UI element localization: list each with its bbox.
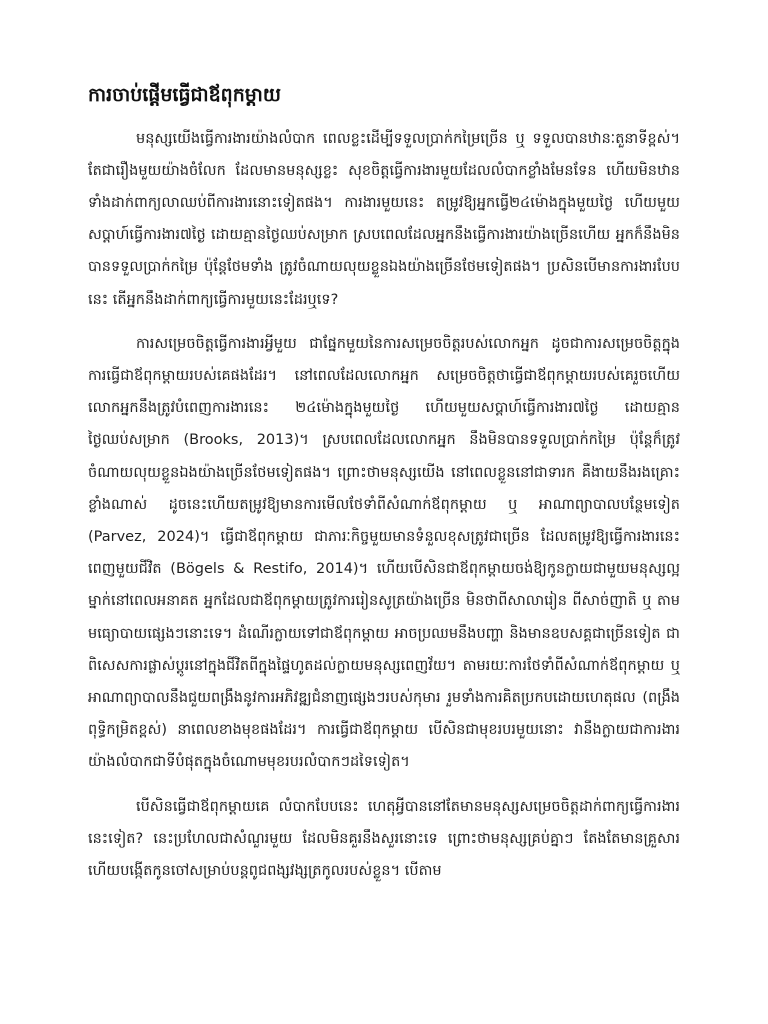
paragraph-2: ការសម្រេចចិត្តធ្វើការងារអ្វីមួយ ជាផ្នែកមួយនៃការសម្រេចចិត្តរបស់លោកអ្នក ដូចជាការសម្រេចចិត្តក្នុងការធ្វើជាឪពុកម្ដាយរបស់គេផងដែរ។ នៅពេលដែលលោកអ្នក សម្រេចចិត្តថាធ្វើជាឪពុកម្ដាយរបស់គេរួចហើយ លោកអ្នកនឹងត្រូវបំពេញការងារនេះ ២៤ម៉ោងក្នុងមួយថ្ងៃ ហើយមួយសប្ដាហ៍ធ្វើការងារ៧ថ្ងៃ ដោយគ្មានថ្ងៃឈប់សម្រាក (Brooks, 2013)។ ស្របពេលដែលលោកអ្នក នឹងមិនបានទទួលប្រាក់កម្រៃ ប៉ុន្តែក៏ត្រូវចំណាយលុយខ្លួនឯងយ៉ាងច្រើនថែមទៀតផង។ ព្រោះថាមនុស្សយើង នៅពេលខ្លួននៅជាទារក គឺងាយនឹងរងគ្រោះខ្លាំងណាស់ ដូចនេះហើយតម្រូវឱ្យមានការមើលថែទាំពីសំណាក់ឪពុកម្ដាយ ឬ អាណាព្យាបាលបន្ថែមទៀត (Parvez, 2024)។ ធ្វើជាឪពុកម្ដាយ ជាភារៈកិច្ចមួយមានទំនួលខុសត្រូវជាច្រើន ដែលតម្រូវឱ្យធ្វើការងារនេះពេញមួយជីវិត (Bögels & Restifo, 2014)។ ហើយបើសិនជាឪពុកម្ដាយចង់ឱ្យកូនក្លាយជាមួយមនុស្សល្អម្នាក់នៅពេលអនាគត អ្នកដែលជាឪពុកម្ដាយត្រូវការរៀនសូត្រយ៉ាងច្រើន មិនថាពីសាលារៀន ពីសាច់ញាតិ ឬ តាមមធ្យោបាយផ្សេងៗនោះទេ។ ដំណើរក្លាយទៅជាឪពុកម្ដាយ អាចប្រឈមនឹងបញ្ហា និងមានឧបសគ្គជាច្រើនទៀត ជាពិសេសការផ្លាស់ប្ដូរនៅក្នុងជីវិតពីក្នុងផ្ទៃហូតដល់ក្លាយមនុស្សពេញវ័យ។ តាមរយៈការថែទាំពីសំណាក់ឪពុកម្ដាយ ឬអាណាព្យាបាលនឹងជួយពង្រឹងនូវការអភិវឌ្ឍជំនាញផ្សេងៗរបស់កុមារ រួមទាំងការគិតប្រកបដោយហេតុផល (ពង្រឹងពុទ្ធិកម្រិតខ្ពស់) នាពេលខាងមុខផងដែរ។ ការធ្វើជាឪពុកម្ដាយ បើសិនជាមុខរបរមួយនោះ វានឹងក្លាយជាការងារយ៉ាងលំបាកជាទីបំផុតក្នុងចំណោមមុខរបរលំបាកៗដទៃទៀត។ <box>88 335 680 771</box>
document-title: ការចាប់ផ្ដើមធ្វើជាឪពុកម្ដាយ <box>88 84 281 106</box>
document-body <box>88 82 680 899</box>
paragraph-3: បើសិនធ្វើជាឪពុកម្ដាយគេ លំបាកបែបនេះ ហេតុអ្វីបាននៅតែមានមនុស្សសម្រេចចិត្តដាក់ពាក្យធ្វើការងារនេះទៀត? នេះប្រហែលជាសំណួរមួយ ដែលមិនគួរនឹងសួរនោះទេ ព្រោះថាមនុស្សគ្រប់គ្នាៗ តែងតែមានគ្រួសារហើយបង្កើតកូនចៅសម្រាប់បន្តពូជពង្សវង្សត្រកូលរបស់ខ្លួន។ បើតាម <box>88 798 680 880</box>
paragraph-1: មនុស្សយើងធ្វើការងារយ៉ាងលំបាក ពេលខ្លះដើម្បីទទួលប្រាក់កម្រៃច្រើន ឬ ទទួលបានឋានៈតួនាទីខ្ពស់។ តែជារឿងមួយយ៉ាងចំលែក ដែលមានមនុស្សខ្លះ សុខចិត្តធ្វើការងារមួយដែលលំបាកខ្លាំងមែនទែន ហើយមិនឋានទាំងដាក់ពាក្យលាឈប់ពីការងារនោះទៀតផង។ ការងារមួយនេះ តម្រូវឱ្យអ្នកធ្វើ២៤ម៉ោងក្នុងមួយថ្ងៃ ហើយមួយសប្ដាហ៍ធ្វើការងារ៧ថ្ងៃ ដោយគ្មានថ្ងៃឈប់សម្រាក ស្របពេលដែលអ្នកនឹងធ្វើការងារយ៉ាងច្រើនហើយ អ្នកក៏នឹងមិនបានទទួលប្រាក់កម្រៃ ប៉ុន្តែថែមទាំង ត្រូវចំណាយលុយខ្លួនឯងយ៉ាងច្រើនថែមទៀតផង។ ប្រសិនបើមានការងារបែបនេះ តើអ្នកនឹងដាក់ពាក្យធ្វើការមួយនេះដែរឬទេ? <box>88 130 680 308</box>
